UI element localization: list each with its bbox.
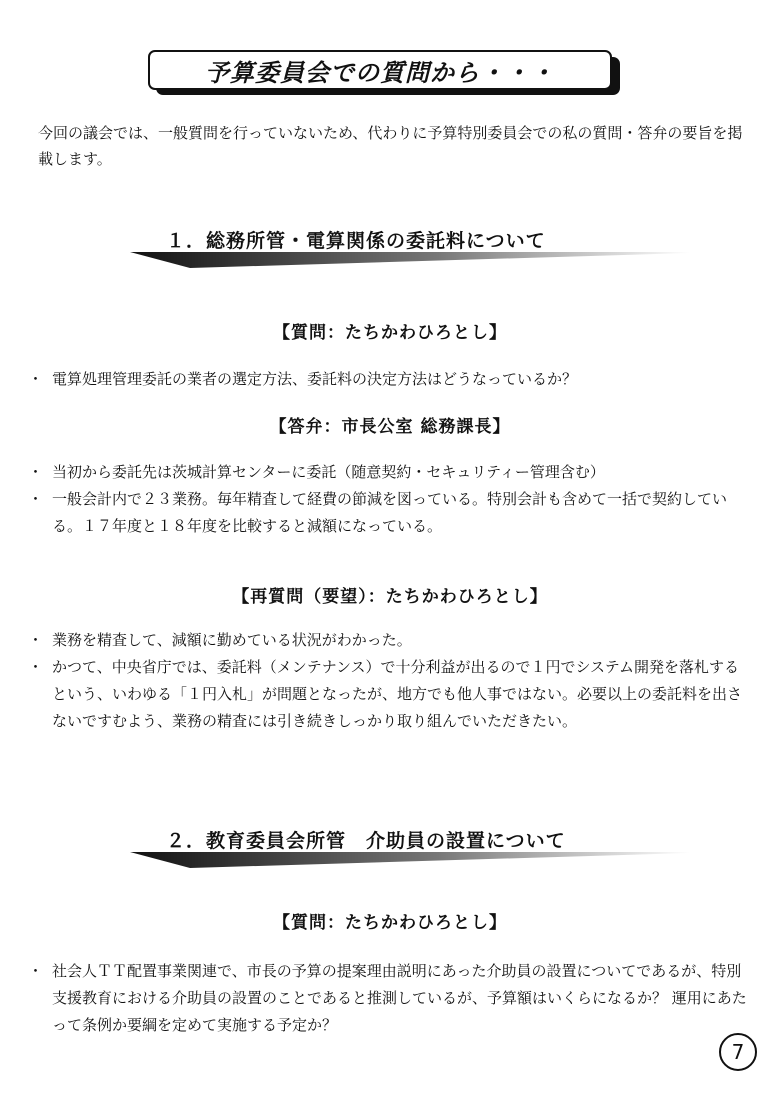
question-list-1 (28, 366, 748, 393)
list-item: ・ 業務を精査して、減額に勤めている状況がわかった。 (28, 631, 412, 649)
section-title-2: ２．教育委員会所管 介助員の設置について (166, 830, 566, 852)
heading-underline-1 (130, 252, 690, 268)
title-banner (148, 50, 620, 92)
heading-underline-2 (130, 852, 690, 868)
list-item: ・ 電算処理管理委託の業者の選定方法、委託料の決定方法はどうなっているか？ (28, 370, 578, 388)
page-title: 予算委員会での質問から・・・ (148, 50, 612, 90)
section-heading-1 (130, 226, 690, 272)
answer-list-1 (28, 459, 748, 540)
section-title-1: １．総務所管・電算関係の委託料について (166, 230, 546, 252)
list-item: ・ 一般会計内で２３業務。毎年精査して経費の節減を図っている。特別会計も含めて一括で契約している。１７年度と１８年度を比較すると減額になっている。 (28, 490, 728, 535)
answer-heading-1: 【答弁：市長公室 総務課長】 (269, 417, 511, 437)
section-heading-2 (130, 826, 690, 872)
page-number: 7 (719, 1033, 757, 1071)
question-heading-2: 【質問：たちかわひろとし】 (273, 913, 507, 933)
list-item: ・ 社会人ＴＴ配置事業関連で、市長の予算の提案理由説明にあった介助員の設置についてであるが、特別支援教育における介助員の設置のことであると推測しているが、予算額はいくらになるか？ 運用にあたって条例か要綱を定めて実施する予定か？ (28, 962, 747, 1034)
question-heading-1: 【質問：たちかわひろとし】 (273, 323, 507, 343)
intro-paragraph: 今回の議会では、一般質問を行っていないため、代わりに予算特別委員会での私の質問・答弁の要旨を掲載します。 (38, 124, 743, 168)
list-item: ・ かつて、中央省庁では、委託料（メンテナンス）で十分利益が出るので１円でシステム開発を落札するという、いわゆる「１円入札」が問題となったが、地方でも他人事ではない。必要以上の委託料を出さないですむよう、業務の精査には引き続きしっかり取り組んでいただきたい。 (28, 658, 743, 730)
requestion-heading-1: 【再質問（要望）：たちかわひろとし】 (232, 587, 548, 607)
requestion-list-1 (28, 627, 748, 735)
question-list-2 (28, 958, 748, 1039)
list-item: ・ 当初から委託先は茨城計算センターに委託（随意契約・セキュリティー管理含む） (28, 463, 605, 481)
